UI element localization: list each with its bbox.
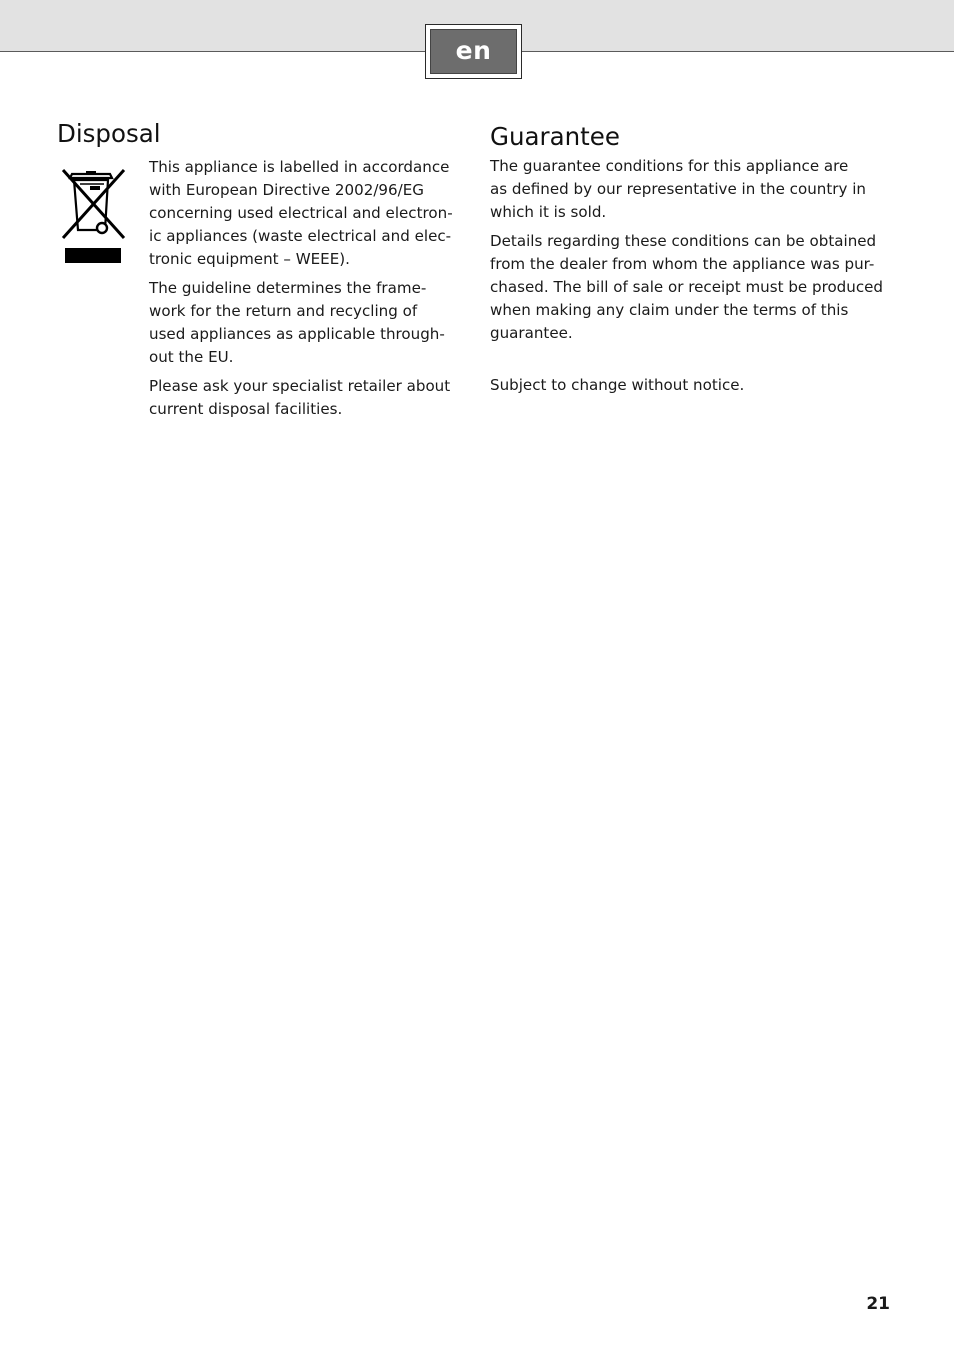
disposal-paragraph-3: Please ask your specialist retailer about current disposal facilities.	[149, 377, 451, 419]
language-tab	[425, 24, 522, 79]
disposal-heading: Disposal	[57, 119, 161, 148]
weee-crossed-bin-icon	[60, 166, 126, 266]
guarantee-paragraph-2: Details regarding these conditions can be obtained from the dealer from whom the appliance was pur- chased. The bill of sale or receipt must be produced when making any claim under the terms of this guarantee.	[490, 232, 883, 342]
disposal-paragraph-1: This appliance is labelled in accordance with European Directive 2002/96/EG concerning used electrical and electron- ic appliances (waste electrical and elec- tronic equipment – WEEE).	[149, 158, 453, 268]
disposal-paragraph-2: The guideline determines the frame- work for the return and recycling of used appliances as applicable through- out the EU.	[149, 279, 445, 366]
change-notice: Subject to change without notice.	[490, 375, 745, 394]
guarantee-heading: Guarantee	[490, 122, 620, 151]
guarantee-text	[490, 155, 900, 403]
language-tab-inner	[430, 29, 517, 74]
language-code: en	[455, 36, 492, 65]
disposal-text	[149, 156, 469, 427]
page-number: 21	[866, 1294, 890, 1314]
guarantee-paragraph-1: The guarantee conditions for this appliance are as defined by our representative in the country in which it is sold.	[490, 157, 866, 221]
